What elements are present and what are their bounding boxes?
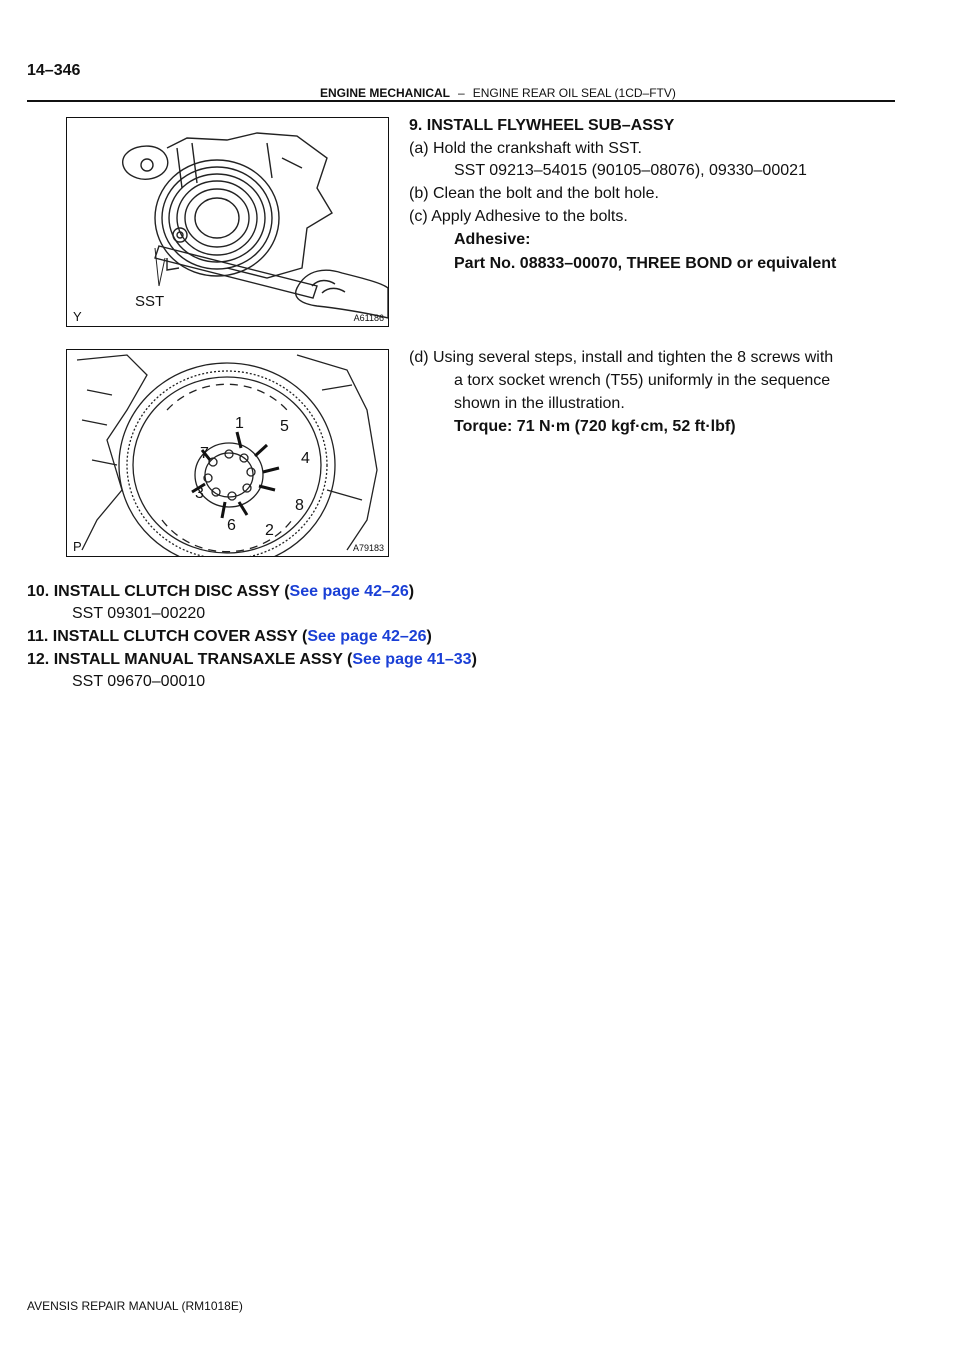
figure-2-code: A79183 xyxy=(352,543,384,553)
step-9-d-line2: a torx socket wrench (T55) uniformly in the sequence xyxy=(454,372,831,389)
step-9-b: (b) Clean the bolt and the bolt hole. xyxy=(409,185,659,202)
figure-sst-label: SST xyxy=(135,293,165,310)
step-9-a: (a) Hold the crankshaft with SST. xyxy=(409,140,642,157)
sequence-number-8: 8 xyxy=(295,497,304,514)
step-9-title: 9. INSTALL FLYWHEEL SUB–ASSY xyxy=(409,117,675,134)
header-rule xyxy=(27,100,895,102)
figure-2-letter: P xyxy=(73,539,82,554)
header-separator: – xyxy=(458,86,465,100)
step-9-c-part: Part No. 08833–00070, THREE BOND or equivalent xyxy=(454,255,837,272)
figure-1-letter: Y xyxy=(73,309,82,324)
step-11-title: 11. INSTALL CLUTCH COVER ASSY (See page 42–26) xyxy=(27,628,432,645)
figure-1-code: A61186 xyxy=(353,313,384,323)
step-12-sst: SST 09670–00010 xyxy=(72,673,206,690)
step-10-title: 10. INSTALL CLUTCH DISC ASSY (See page 42–26) xyxy=(27,583,415,600)
figure-flywheel-sequence xyxy=(66,349,389,557)
footer-manual-title: AVENSIS REPAIR MANUAL (RM1018E) xyxy=(27,1299,243,1313)
sequence-number-3: 3 xyxy=(195,485,204,502)
step-10-sst: SST 09301–00220 xyxy=(72,605,206,622)
sequence-number-2: 2 xyxy=(265,522,274,539)
step-9-c-label: Adhesive: xyxy=(454,231,531,248)
header-section: ENGINE MECHANICAL xyxy=(320,86,451,100)
header-title xyxy=(320,86,676,100)
page-number: 14–346 xyxy=(27,62,81,79)
step-9-c: (c) Apply Adhesive to the bolts. xyxy=(409,208,628,225)
figure-crankshaft-sst xyxy=(66,117,389,327)
step-9-d-line1: (d) Using several steps, install and tighten the 8 screws with xyxy=(409,349,834,366)
figure-flywheel-illustration xyxy=(67,350,388,556)
step-9-a-sst: SST 09213–54015 (90105–08076), 09330–00021 xyxy=(454,162,807,179)
step-9-torque: Torque: 71 N·m (720 kgf·cm, 52 ft·lbf) xyxy=(454,418,736,435)
sequence-number-4: 4 xyxy=(301,450,310,467)
sequence-number-7: 7 xyxy=(200,445,209,462)
step-11-link[interactable]: See page 42–26 xyxy=(307,628,427,645)
figure-crankshaft-illustration xyxy=(67,118,388,326)
header-subsection: ENGINE REAR OIL SEAL (1CD–FTV) xyxy=(472,86,676,100)
sequence-number-6: 6 xyxy=(227,517,236,534)
step-12-link[interactable]: See page 41–33 xyxy=(352,651,472,668)
step-12-title: 12. INSTALL MANUAL TRANSAXLE ASSY (See page 41–33) xyxy=(27,651,477,668)
step-9-d-line3: shown in the illustration. xyxy=(454,395,625,412)
step-10-link[interactable]: See page 42–26 xyxy=(289,583,409,600)
sequence-number-1: 1 xyxy=(235,415,244,432)
sequence-number-5: 5 xyxy=(280,418,289,435)
